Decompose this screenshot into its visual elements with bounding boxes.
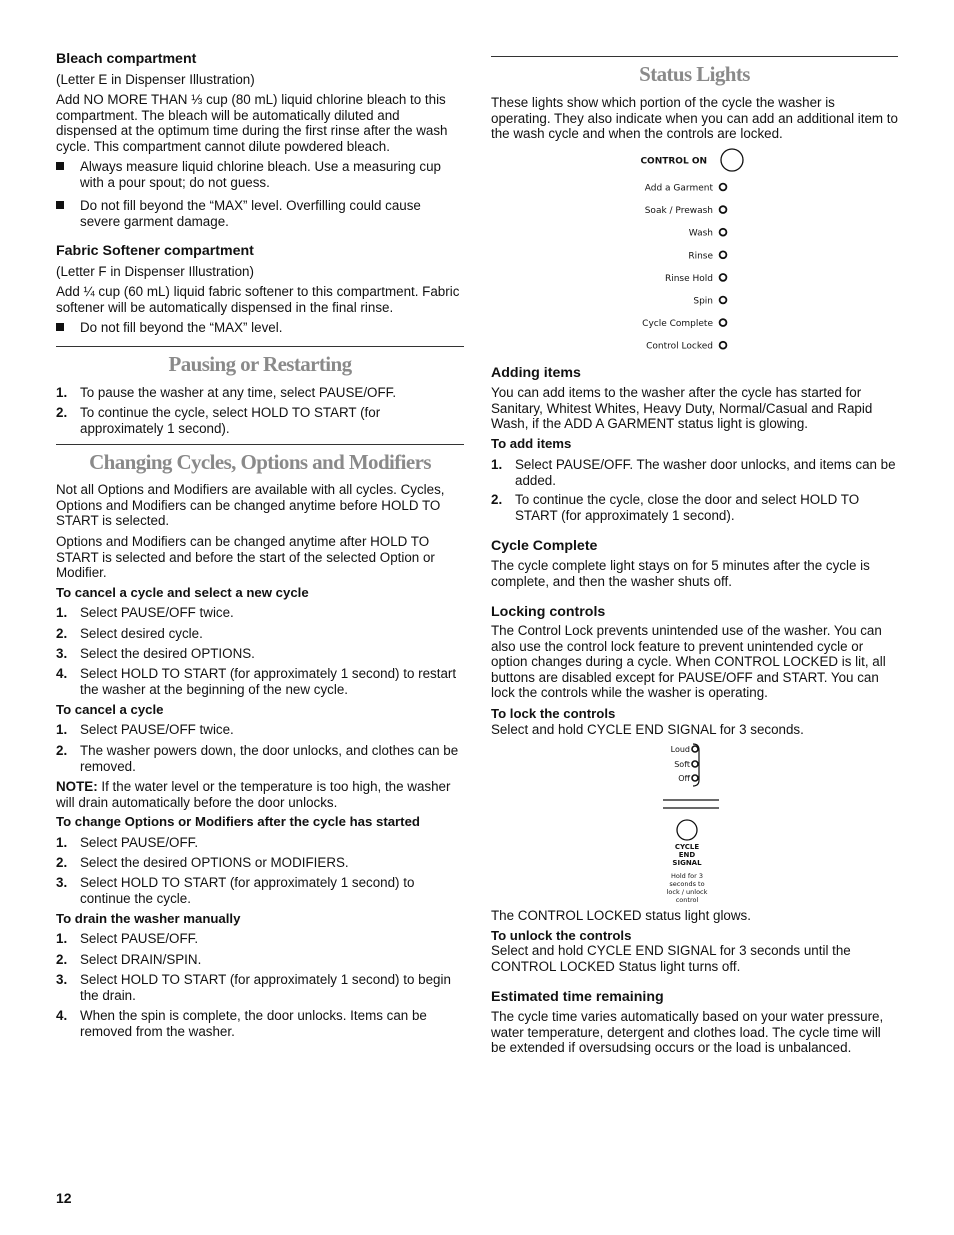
changing-title: Changing Cycles, Options and Modifiers — [89, 450, 431, 474]
page-number: 12 — [56, 1190, 72, 1206]
status-body: These lights show which portion of the cycle the washer is operating. They also indicate when you can add an additional item to the wash cycle and when the controls are locked. — [491, 95, 898, 142]
cycle-end-signal-button — [677, 820, 697, 840]
drain-step: 4. When the spin is complete, the door unlocks. Items can be removed from the washer. — [56, 1008, 427, 1039]
control-on-label: CONTROL ON — [640, 156, 707, 167]
cycle-end-signal-panel — [661, 740, 731, 906]
section-divider — [56, 346, 464, 347]
unlock-body: Select and hold CYCLE END SIGNAL for 3 seconds until the CONTROL LOCKED Status light turns off. — [491, 943, 851, 974]
lock-body: Select and hold CYCLE END SIGNAL for 3 seconds. — [491, 722, 804, 737]
status-light-label: Cycle Complete — [642, 319, 713, 330]
drain-step: 2. Select DRAIN/SPIN. — [56, 952, 202, 967]
status-lights-title: Status Lights — [639, 62, 750, 86]
drain-step: 1. Select PAUSE/OFF. — [56, 931, 199, 946]
status-light-indicator-icon — [720, 229, 727, 236]
status-light-label: Rinse Hold — [664, 273, 713, 284]
changing-p2: Options and Modifiers can be changed anytime after HOLD TO START is selected and before the start of the selected Option or Modifier. — [56, 534, 435, 581]
cancel-new-step: 1. Select PAUSE/OFF twice. — [56, 605, 234, 620]
pausing-step: 1. To pause the washer at any time, select PAUSE/OFF. — [56, 385, 397, 400]
status-light-label: Rinse — [688, 251, 713, 262]
cancel-step: 1. Select PAUSE/OFF twice. — [56, 722, 234, 737]
softener-ref: (Letter F in Dispenser Illustration) — [56, 264, 254, 279]
bleach-ref: (Letter E in Dispenser Illustration) — [56, 72, 255, 87]
hold-instruction-line: lock / unlock — [666, 888, 708, 896]
status-light-label: Control Locked — [646, 341, 713, 352]
pausing-step: 2. To continue the cycle, select HOLD TO START (for approximately 1 second). — [56, 405, 381, 436]
hold-instruction-line: Hold for 3 — [670, 872, 704, 880]
cancel-heading: To cancel a cycle — [56, 702, 164, 717]
status-light-indicator-icon — [720, 274, 727, 281]
pausing-title: Pausing or Restarting — [168, 352, 352, 376]
status-light-label: Spin — [693, 296, 713, 307]
softener-bullet: Do not fill beyond the “MAX” level. — [56, 320, 464, 336]
soft-label: Soft — [674, 760, 690, 769]
bleach-bullet: Do not fill beyond the “MAX” level. Overfilling could cause severe garment damage. — [56, 198, 464, 229]
signal-label-line: CYCLE — [674, 843, 700, 851]
bleach-body: Add NO MORE THAN ⅓ cup (80 mL) liquid chlorine bleach to this compartment. The bleach will be automatically diluted and dispensed at the optimum time during the first rinse after the wash cycle. This compartment cannot dilute powdered bleach. — [56, 92, 448, 154]
adding-heading: Adding items — [491, 365, 581, 381]
lock-subheading: To lock the controls — [491, 706, 616, 721]
cancel-new-step: 2. Select desired cycle. — [56, 626, 203, 641]
status-light-indicator-icon — [720, 342, 727, 349]
status-light-label: Soak / Prewash — [644, 206, 713, 217]
bleach-heading: Bleach compartment — [56, 51, 197, 67]
control-on-button — [721, 149, 743, 171]
change-after-heading: To change Options or Modifiers after the cycle has started — [56, 814, 420, 829]
change-after-step: 3. Select HOLD TO START (for approximately 1 second) to continue the cycle. — [56, 875, 415, 906]
loud-label: Loud — [670, 745, 690, 754]
cancel-step: 2. The washer powers down, the door unlocks, and clothes can be removed. — [56, 743, 459, 774]
estimated-heading: Estimated time remaining — [491, 989, 664, 1005]
status-light-label: Add a Garment — [644, 183, 713, 194]
cancel-new-heading: To cancel a cycle and select a new cycle — [56, 585, 309, 600]
adding-body: You can add items to the washer after the cycle has started for Sanitary, Whitest Whites, Heavy Duty, Normal/Casual and Rapid Wash, if the ADD A GARMENT status light is glowing. — [491, 385, 873, 432]
status-lights-list — [642, 184, 726, 352]
control-locked-glows: The CONTROL LOCKED status light glows. — [491, 908, 751, 923]
drain-step: 3. Select HOLD TO START (for approximately 1 second) to begin the drain. — [56, 972, 451, 1003]
signal-label-line: END — [678, 851, 696, 859]
status-light-indicator-icon — [720, 297, 727, 304]
status-light-label: Wash — [688, 228, 713, 239]
bullet-square-icon — [56, 201, 64, 209]
add-items-subheading: To add items — [491, 436, 572, 451]
locking-heading: Locking controls — [491, 604, 606, 620]
cancel-new-step: 3. Select the desired OPTIONS. — [56, 646, 255, 661]
add-items-step: 2. To continue the cycle, close the door and select HOLD TO START (for approximately 1 second). — [491, 492, 860, 523]
locking-body: The Control Lock prevents unintended use of the washer. You can also use the control lock feature to prevent unintended cycle or option changes during a cycle. When CONTROL LOCKED is lit, all buttons are disabled except for PAUSE/OFF and START. You can lock the controls while the washer is operating. — [491, 623, 886, 701]
signal-label-line: SIGNAL — [672, 859, 702, 867]
softener-body: Add ¼ cup (60 mL) liquid fabric softener to this compartment. Fabric softener will be automatically dispensed in the final rinse. — [56, 284, 460, 315]
change-after-step: 1. Select PAUSE/OFF. — [56, 835, 199, 850]
estimated-body: The cycle time varies automatically based on your water pressure, water temperature, detergent and clothes load. The cycle time will be extended if oversudsing occurs or the load is unbalanced. — [491, 1009, 884, 1056]
status-light-indicator-icon — [720, 319, 727, 326]
cycle-complete-body: The cycle complete light stays on for 5 minutes after the cycle is complete, and then the washer shuts off. — [491, 558, 870, 589]
off-label: Off — [678, 774, 690, 783]
status-light-indicator-icon — [720, 206, 727, 213]
section-divider — [491, 56, 898, 57]
soft-indicator-icon — [692, 761, 698, 767]
loud-indicator-icon — [692, 746, 698, 752]
unlock-subheading: To unlock the controls — [491, 928, 632, 943]
status-light-indicator-icon — [720, 251, 727, 258]
off-indicator-icon — [692, 775, 698, 781]
bullet-square-icon — [56, 323, 64, 331]
section-divider — [56, 444, 464, 445]
softener-heading: Fabric Softener compartment — [56, 243, 254, 259]
change-after-step: 2. Select the desired OPTIONS or MODIFIERS. — [56, 855, 349, 870]
changing-p1: Not all Options and Modifiers are available with all cycles. Cycles, Options and Modifiers can be changed anytime before HOLD TO START is selected. — [56, 482, 445, 529]
note: NOTE: If the water level or the temperature is too high, the washer will drain automatically before the door unlocks. — [56, 779, 451, 810]
status-light-indicator-icon — [720, 184, 727, 191]
status-lights-panel — [631, 144, 761, 356]
drain-heading: To drain the washer manually — [56, 911, 241, 926]
hold-instruction-line: control — [675, 896, 699, 904]
hold-instruction-line: seconds to — [669, 880, 705, 888]
add-items-step: 1. Select PAUSE/OFF. The washer door unlocks, and items can be added. — [491, 457, 896, 488]
bleach-bullet: Always measure liquid chlorine bleach. Use a measuring cup with a pour spout; do not guess. — [56, 159, 464, 190]
cancel-new-step: 4. Select HOLD TO START (for approximately 1 second) to restart the washer at the beginning of the new cycle. — [56, 666, 457, 697]
cycle-complete-heading: Cycle Complete — [491, 538, 598, 554]
bullet-square-icon — [56, 162, 64, 170]
